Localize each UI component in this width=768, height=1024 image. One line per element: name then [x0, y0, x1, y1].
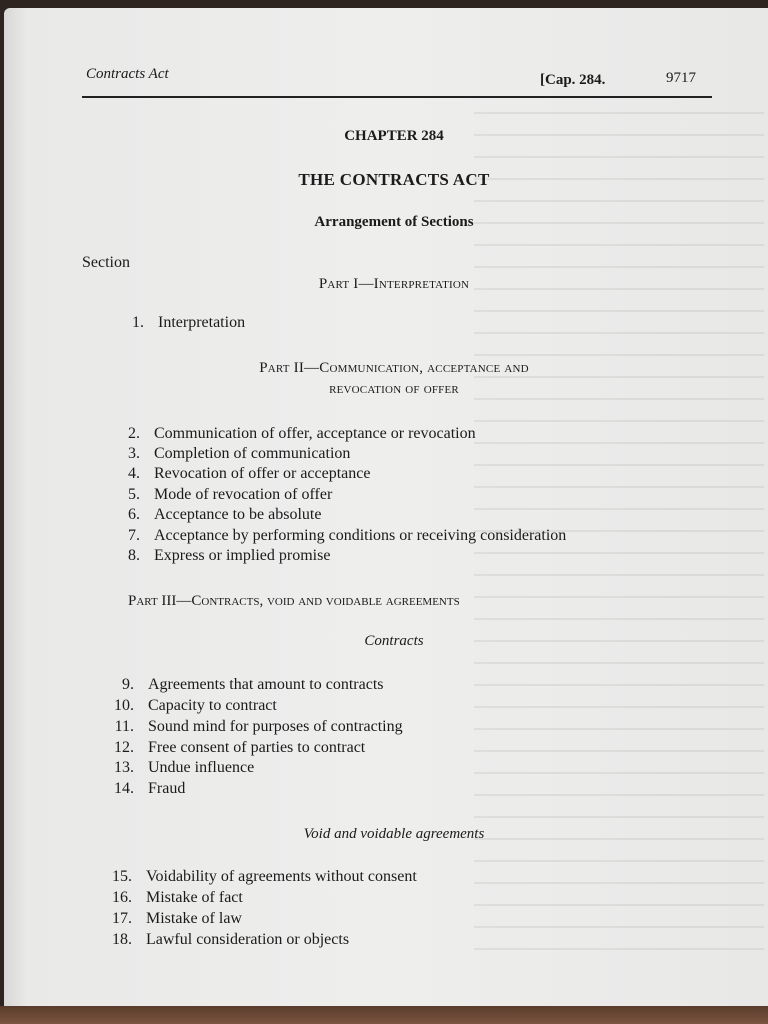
section-number: 15. — [112, 868, 132, 885]
header-act-name: Contracts Act — [86, 66, 169, 82]
section-title: Communication of offer, acceptance or revocation — [154, 425, 476, 442]
subheading-contracts: Contracts — [364, 633, 424, 649]
section-label: Section — [82, 254, 130, 271]
page-number: 9717 — [666, 70, 696, 86]
section-number: 4. — [128, 465, 140, 482]
section-number: 14. — [114, 780, 134, 797]
section-title: Express or implied promise — [154, 547, 331, 564]
section-number: 6. — [128, 506, 140, 523]
part-2-heading — [104, 358, 684, 400]
section-title: Acceptance to be absolute — [154, 506, 322, 523]
subheading-void-voidable: Void and voidable agreements — [303, 826, 485, 842]
document-page — [4, 8, 768, 1018]
section-item — [96, 465, 370, 483]
section-number: 10. — [114, 697, 134, 714]
section-item — [88, 889, 243, 907]
section-number: 2. — [128, 425, 140, 442]
section-item — [96, 425, 476, 443]
section-number: 18. — [112, 931, 132, 948]
section-item — [96, 547, 330, 565]
section-title: Capacity to contract — [148, 697, 277, 714]
section-item — [96, 486, 332, 504]
act-title: THE CONTRACTS ACT — [298, 170, 490, 189]
section-number: 9. — [122, 676, 134, 693]
section-title: Voidability of agreements without consent — [146, 868, 417, 885]
section-title: Agreements that amount to contracts — [148, 676, 384, 693]
section-title: Acceptance by performing conditions or receiving consideration — [154, 527, 567, 544]
section-number: 7. — [128, 527, 140, 544]
section-title: Completion of communication — [154, 445, 351, 462]
section-title: Mistake of fact — [146, 889, 243, 906]
section-item — [88, 868, 417, 886]
header-cap: [Cap. 284. — [540, 72, 606, 88]
section-number: 16. — [112, 889, 132, 906]
chapter-heading: CHAPTER 284 — [344, 128, 444, 144]
section-item — [96, 445, 350, 463]
section-number: 12. — [114, 739, 134, 756]
section-item — [90, 718, 403, 736]
section-title: Interpretation — [158, 314, 246, 331]
section-number: 1. — [132, 314, 144, 331]
section-item — [90, 739, 365, 757]
section-title: Mode of revocation of offer — [154, 486, 333, 503]
section-number: 11. — [114, 718, 134, 735]
section-title: Free consent of parties to contract — [148, 739, 366, 756]
section-number: 13. — [114, 759, 134, 776]
section-item — [96, 506, 321, 524]
section-number: 8. — [128, 547, 140, 564]
page-bottom-edge — [0, 1006, 768, 1024]
section-item — [90, 697, 277, 715]
part-3-heading: Part III—Contracts, void and voidable agreements — [128, 593, 460, 609]
arrangement-heading: Arrangement of Sections — [314, 214, 474, 230]
section-item — [96, 527, 566, 545]
section-title: Undue influence — [148, 759, 255, 776]
part-2-heading-line1: Part II—Communication, acceptance and — [259, 360, 529, 376]
section-item — [100, 314, 245, 332]
section-title: Lawful consideration or objects — [146, 931, 350, 948]
section-title: Sound mind for purposes of contracting — [148, 718, 403, 735]
part-1-heading: Part I—Interpretation — [318, 276, 470, 292]
section-title: Revocation of offer or acceptance — [154, 465, 371, 482]
section-item — [90, 759, 254, 777]
section-number: 3. — [128, 445, 140, 462]
running-header — [82, 60, 712, 98]
section-item — [88, 931, 349, 949]
part-2-heading-line2: revocation of offer — [329, 381, 459, 397]
section-title: Fraud — [148, 780, 186, 797]
section-item — [88, 910, 242, 928]
section-item — [90, 780, 185, 798]
section-number: 17. — [112, 910, 132, 927]
section-title: Mistake of law — [146, 910, 242, 927]
section-number: 5. — [128, 486, 140, 503]
section-item — [90, 676, 383, 694]
